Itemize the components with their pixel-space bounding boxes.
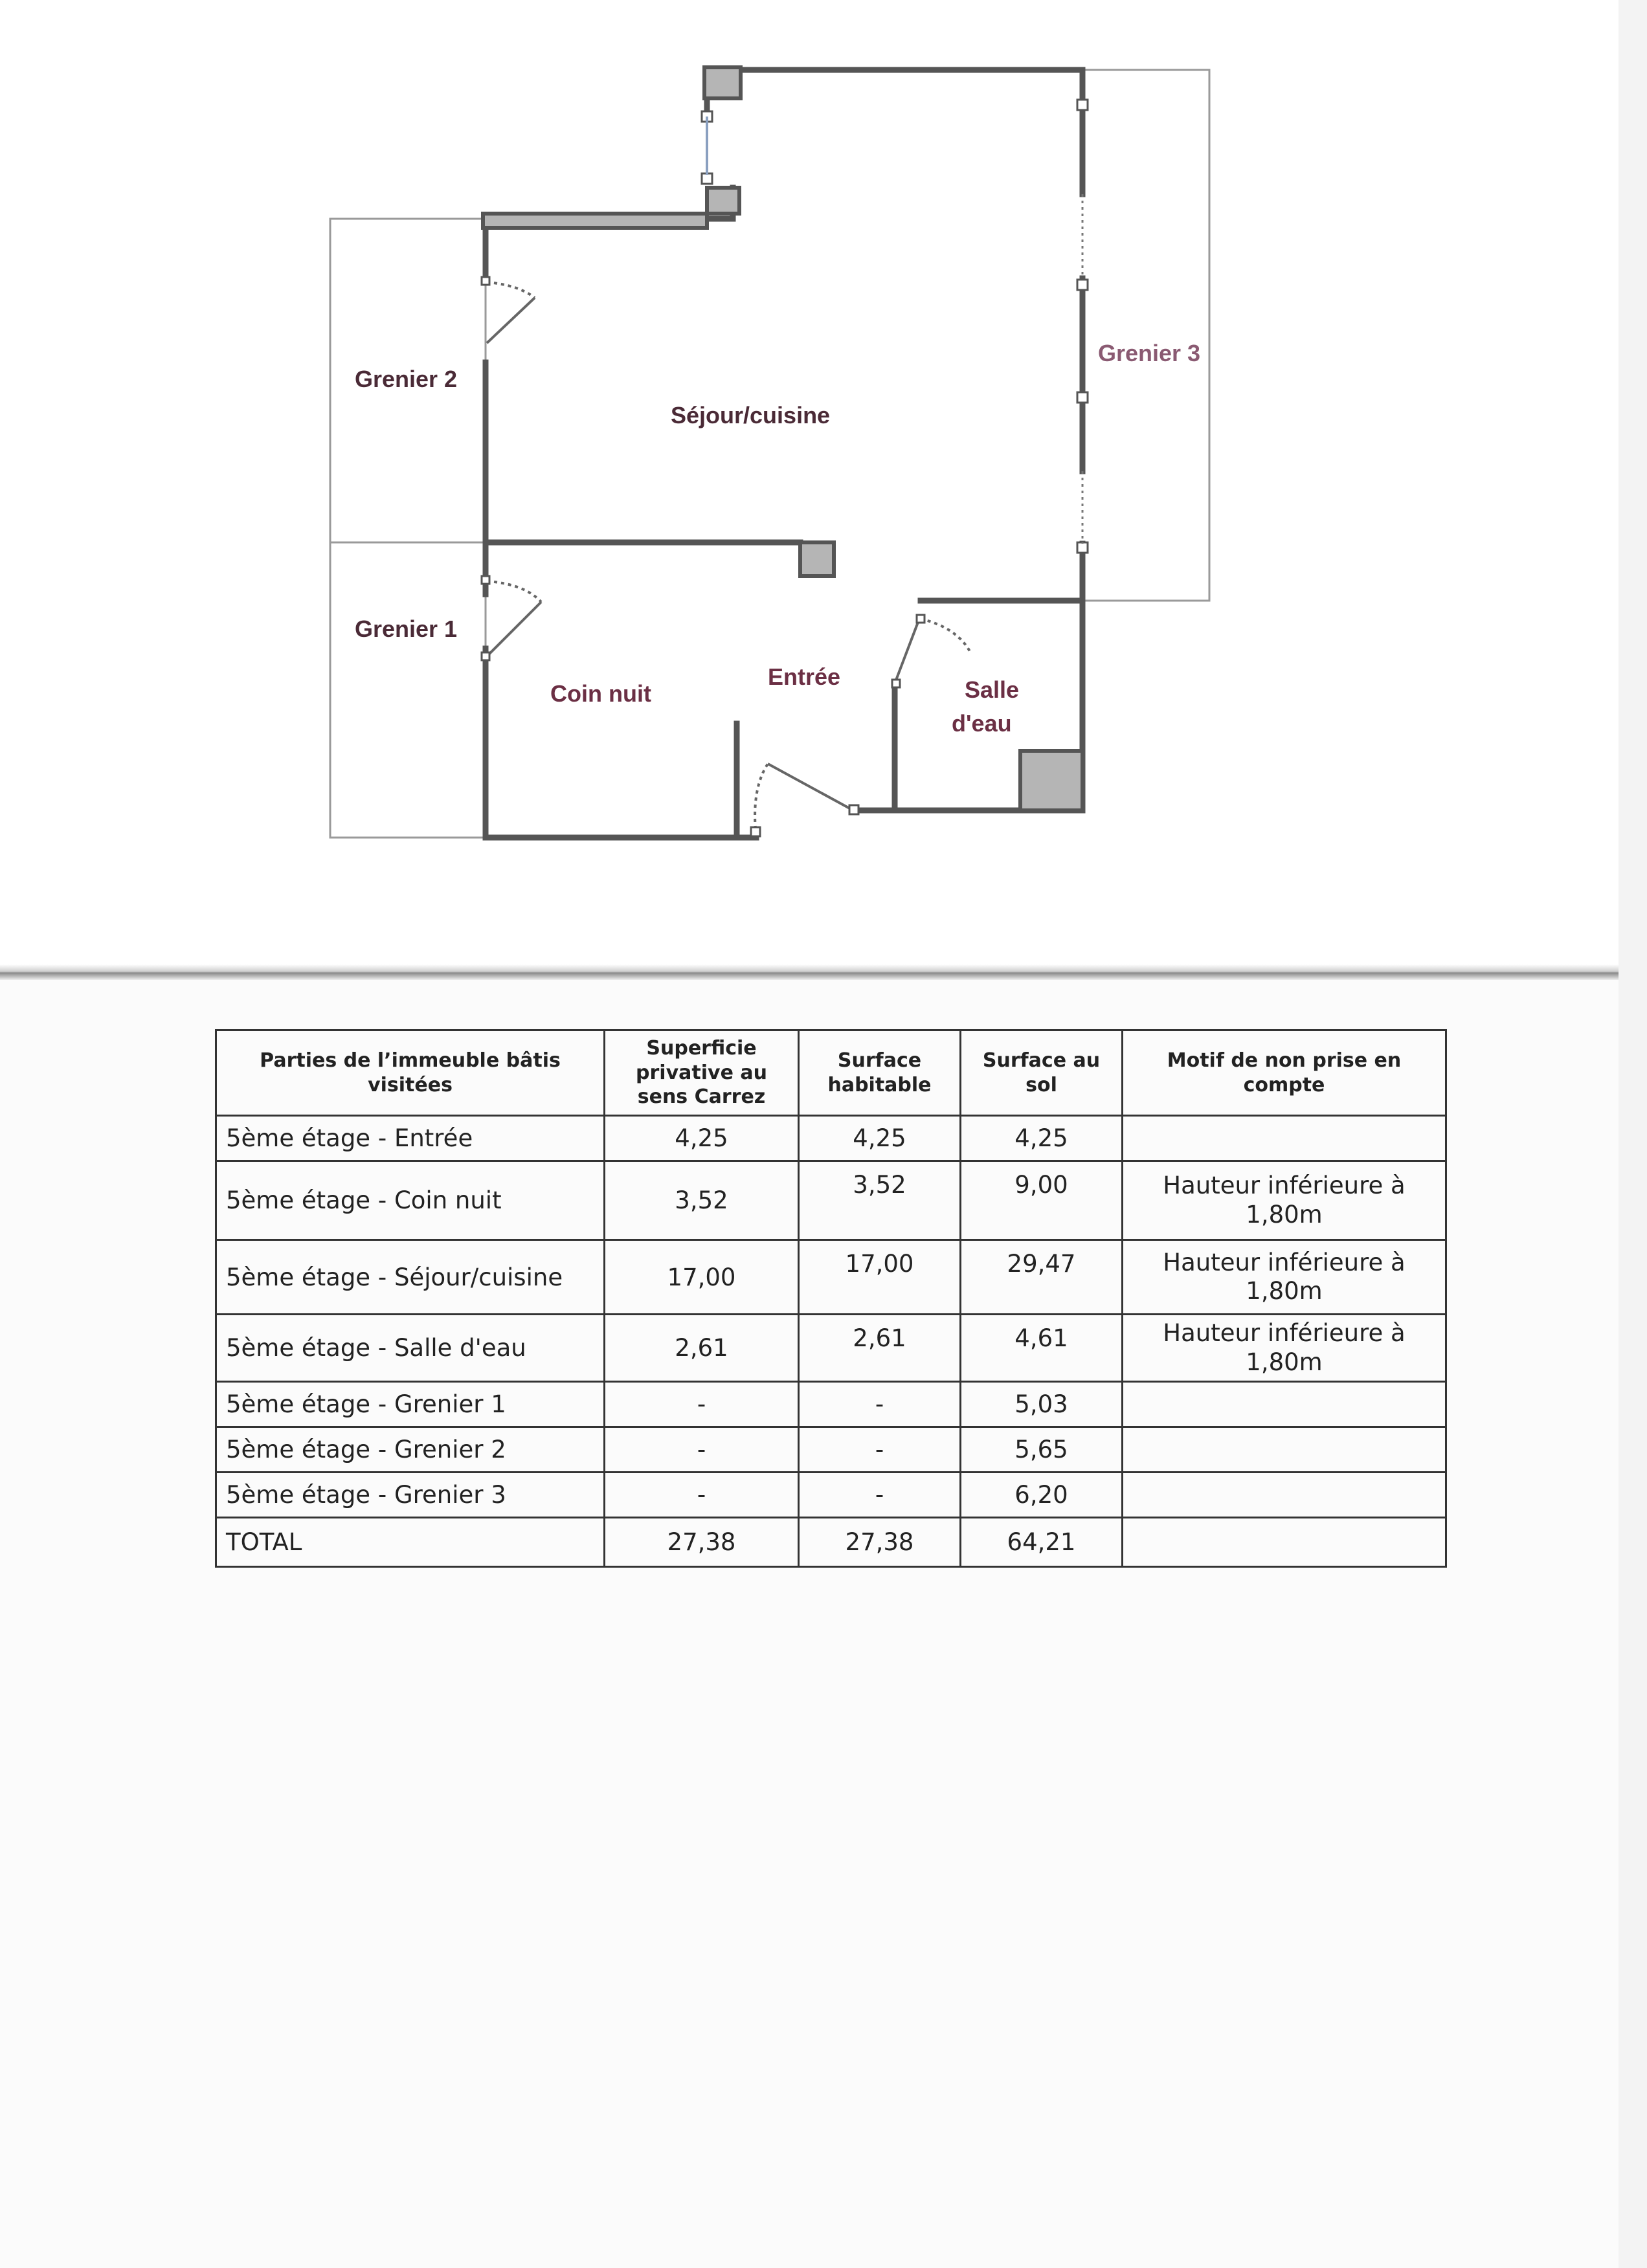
cell-sol: 5,65	[961, 1427, 1123, 1473]
wall-south-west	[486, 649, 756, 838]
door-salle-swing	[921, 619, 971, 654]
cell-carrez: 27,38	[605, 1518, 799, 1567]
cell-sol: 5,03	[961, 1382, 1123, 1427]
cell-motif	[1123, 1518, 1446, 1567]
room-label-grenier-3: Grenier 3	[1098, 340, 1201, 366]
room-label-salle: Salle	[965, 676, 1020, 703]
cell-part: TOTAL	[216, 1518, 605, 1567]
cell-motif: Hauteur inférieure à 1,80m	[1123, 1240, 1446, 1315]
door-salle	[895, 619, 919, 684]
header-habitable: Surface habitable	[799, 1030, 961, 1116]
page-fold	[0, 964, 1647, 980]
wall-north	[707, 70, 1082, 194]
table-row	[216, 1161, 1446, 1240]
cell-motif	[1123, 1116, 1446, 1161]
cell-part: 5ème étage - Séjour/cuisine	[216, 1240, 605, 1315]
cell-part: 5ème étage - Entrée	[216, 1116, 605, 1161]
cell-habitable: 17,00	[799, 1240, 961, 1315]
door-grenier-2	[487, 298, 535, 343]
grenier-1-outline	[330, 542, 486, 838]
cell-part: 5ème étage - Salle d'eau	[216, 1315, 605, 1382]
cell-carrez: 4,25	[605, 1116, 799, 1161]
floor-plan	[0, 0, 1647, 958]
room-label-coin-nuit: Coin nuit	[550, 680, 651, 707]
cell-carrez: 2,61	[605, 1315, 799, 1382]
cell-motif	[1123, 1382, 1446, 1427]
door-entree	[768, 764, 853, 810]
wall-north-west	[486, 188, 733, 278]
table-row	[216, 1382, 1446, 1427]
shower-block	[1020, 751, 1082, 810]
marker-2	[1077, 280, 1088, 290]
table-row	[216, 1427, 1446, 1473]
room-label-deau: d'eau	[952, 710, 1012, 737]
cell-habitable: 2,61	[799, 1315, 961, 1382]
cell-sol: 4,61	[961, 1315, 1123, 1382]
cell-sol: 4,25	[961, 1116, 1123, 1161]
cell-carrez: -	[605, 1382, 799, 1427]
door-hinges	[482, 277, 924, 836]
cell-motif: Hauteur inférieure à 1,80m	[1123, 1161, 1446, 1240]
surface-table	[215, 1029, 1447, 1568]
cell-carrez: 3,52	[605, 1161, 799, 1240]
cell-part: 5ème étage - Coin nuit	[216, 1161, 605, 1240]
table-row	[216, 1315, 1446, 1382]
marker-3	[1077, 392, 1088, 403]
wall-markers	[702, 100, 1088, 553]
chimney-block	[704, 67, 741, 98]
cell-habitable: -	[799, 1473, 961, 1518]
cell-habitable: 3,52	[799, 1161, 961, 1240]
header-motif: Motif de non prise en compte	[1123, 1030, 1446, 1116]
table-row	[216, 1116, 1446, 1161]
cell-carrez: -	[605, 1473, 799, 1518]
door-grenier-1	[487, 602, 541, 656]
cell-sol: 29,47	[961, 1240, 1123, 1315]
doors	[487, 282, 971, 836]
room-label-sejour: Séjour/cuisine	[671, 402, 831, 428]
cell-motif	[1123, 1427, 1446, 1473]
cell-habitable: 27,38	[799, 1518, 961, 1567]
cell-motif: Hauteur inférieure à 1,80m	[1123, 1315, 1446, 1382]
cell-part: 5ème étage - Grenier 3	[216, 1473, 605, 1518]
table-row	[216, 1473, 1446, 1518]
table-header-row	[216, 1030, 1446, 1116]
thick-wall-north-west	[483, 188, 739, 228]
room-label-grenier-1: Grenier 1	[355, 616, 458, 642]
header-part: Parties de l’immeuble bâtis visitées	[216, 1030, 605, 1116]
room-label-grenier-2: Grenier 2	[355, 366, 458, 392]
door-grenier-2-swing	[487, 282, 535, 298]
cell-part: 5ème étage - Grenier 1	[216, 1382, 605, 1427]
header-sol: Surface au sol	[961, 1030, 1123, 1116]
marker-5	[702, 173, 712, 184]
cell-carrez: -	[605, 1427, 799, 1473]
door-grenier-1-swing	[487, 581, 541, 602]
attic-outlines	[330, 70, 1209, 838]
cell-carrez: 17,00	[605, 1240, 799, 1315]
cell-habitable: -	[799, 1427, 961, 1473]
pillar-block	[800, 542, 834, 576]
cell-sol: 64,21	[961, 1518, 1123, 1567]
cell-part: 5ème étage - Grenier 2	[216, 1427, 605, 1473]
cell-habitable: 4,25	[799, 1116, 961, 1161]
cell-sol: 9,00	[961, 1161, 1123, 1240]
room-label-entree: Entrée	[768, 663, 841, 690]
table-row	[216, 1240, 1446, 1315]
header-carrez: Superficie privative au sens Carrez	[605, 1030, 799, 1116]
marker-4	[1077, 542, 1088, 553]
marker-1	[1077, 100, 1088, 110]
cell-habitable: -	[799, 1382, 961, 1427]
cell-sol: 6,20	[961, 1473, 1123, 1518]
door-entree-swing	[755, 764, 768, 836]
table-total-row	[216, 1518, 1446, 1567]
grenier-3-outline	[1082, 70, 1209, 601]
cell-motif	[1123, 1473, 1446, 1518]
